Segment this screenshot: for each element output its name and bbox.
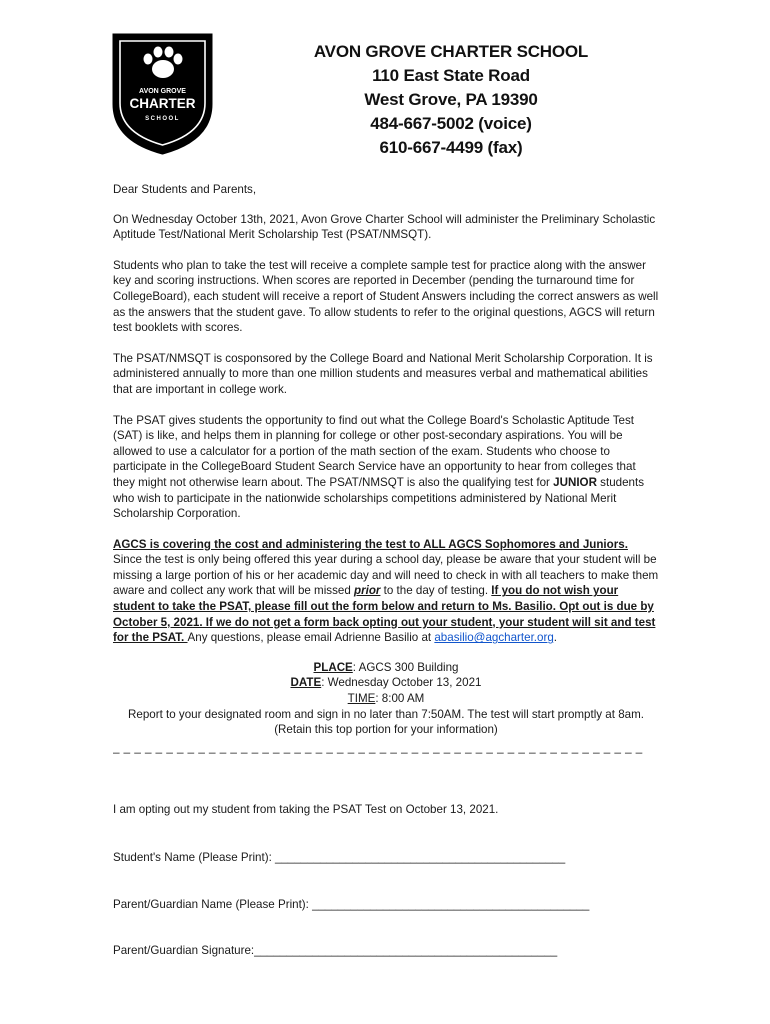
- parent-name-field[interactable]: Parent/Guardian Name (Please Print): ___________________________________________: [113, 898, 590, 911]
- greeting: Dear Students and Parents,: [113, 183, 257, 196]
- logo-text-main: CHARTER: [129, 96, 196, 111]
- paragraph-5-text-a: Since the test is only being offered this year during a school day, please be aware that your student will be missing a large portion of his or her academic day and will need to check in with all teachers to make them aware and collect any work that will be missed: [113, 553, 659, 598]
- paragraph-5-text-b: to the day of testing.: [380, 584, 492, 598]
- paragraph-5: [113, 537, 659, 646]
- paw-pad-icon: [152, 60, 174, 78]
- school-name: AVON GROVE CHARTER SCHOOL: [313, 42, 589, 61]
- school-logo: [111, 32, 214, 156]
- optout-statement: I am opting out my student from taking the PSAT Test on October 13, 2021.: [113, 803, 499, 816]
- paragraph-4-junior: JUNIOR: [553, 475, 597, 489]
- school-address-block: [265, 40, 637, 160]
- email-link[interactable]: abasilio@agcharter.org: [434, 631, 554, 645]
- school-phone-voice: 484-667-5002 (voice): [370, 114, 532, 133]
- date-label: DATE: [290, 676, 322, 690]
- test-details: [113, 660, 659, 738]
- paragraph-5-text-c: Any questions, please email Adrienne Basilio at: [187, 631, 435, 645]
- paragraph-3: The PSAT/NMSQT is cosponsored by the College Board and National Merit Scholarship Corporation. It is administered annually to more than one million students and measures verbal and mathematical abilities that are important in college work.: [113, 351, 653, 396]
- date-value: : Wednesday October 13, 2021: [321, 676, 482, 690]
- letter-body: [113, 182, 659, 755]
- school-phone-fax: 610-667-4499 (fax): [379, 138, 523, 157]
- shield-logo-icon: [111, 32, 214, 156]
- report-instructions: Report to your designated room and sign in no later than 7:50AM. The test will start promptly at 8am. (Retain this top portion for your information): [128, 707, 644, 737]
- paragraph-5-bold-2: If you do not wish your student to take the PSAT, please fill out the form below and return to Ms. Basilio. Opt out is due by October 5, 2021. If we do not get a form back opting out your student, your student will sit and test for the PSAT.: [113, 584, 656, 645]
- logo-text-bottom: SCHOOL: [145, 116, 180, 122]
- paragraph-5-end: .: [553, 631, 557, 645]
- paragraph-4: [113, 413, 659, 522]
- date-line: [113, 675, 659, 691]
- school-city: West Grove, PA 19390: [364, 90, 538, 109]
- logo-text-top: AVON GROVE: [139, 88, 186, 95]
- time-line: [113, 691, 659, 707]
- paragraph-1: On Wednesday October 13th, 2021, Avon Grove Charter School will administer the Preliminary Scholastic Aptitude Test/National Merit Scholarship Test (PSAT/NMSQT).: [113, 212, 656, 242]
- paragraph-4-text-b: students who wish to participate in the nationwide scholarships competitions administered by National Merit Scholarship Corporation.: [113, 475, 645, 521]
- school-street: 110 East State Road: [372, 66, 530, 85]
- time-value: : 8:00 AM: [375, 692, 425, 706]
- cut-line-divider: _ _ _ _ _ _ _ _ _ _ _ _ _ _ _ _ _ _ _ _ _ _ _ _ _ _ _ _ _ _ _ _ _ _ _ _ _ _ _ _ _ _ _ _ _ _ _ _ _ _: [113, 740, 643, 754]
- parent-signature-field[interactable]: Parent/Guardian Signature:_______________________________________________: [113, 944, 558, 957]
- place-label: PLACE: [313, 660, 353, 674]
- place-value: : AGCS 300 Building: [352, 660, 459, 674]
- paragraph-2: Students who plan to take the test will receive a complete sample test for practice along with the answer key and scoring instructions. When scores are reported in December (pending the turnaround time for CollegeBoard), each student will receive a report of Student Answers including the correct answers as well as the answers that the student gave. To allow students to refer to the original questions, AGCS will return test booklets with scores.: [113, 258, 659, 335]
- place-line: [113, 660, 659, 676]
- student-name-field[interactable]: Student's Name (Please Print): _____________________________________________: [113, 851, 566, 864]
- paragraph-4-text-a: The PSAT gives students the opportunity to find out what the College Board's Scholastic Aptitude Test (SAT) is like, and helps them in planning for college or other post-secondary aspirations. You will be allowed to use a calculator for a portion of the math section of the exam. Students who choose to participate in the CollegeBoard Student Search Service have an opportunity to hear from colleges that they might not otherwise learn about. The PSAT/NMSQT is also the qualifying test for: [113, 413, 636, 489]
- time-label: TIME: [347, 692, 376, 706]
- paragraph-5-prior: prior: [354, 584, 381, 598]
- paragraph-5-bold-1: AGCS is covering the cost and administering the test to ALL AGCS Sophomores and Juniors.: [113, 537, 628, 551]
